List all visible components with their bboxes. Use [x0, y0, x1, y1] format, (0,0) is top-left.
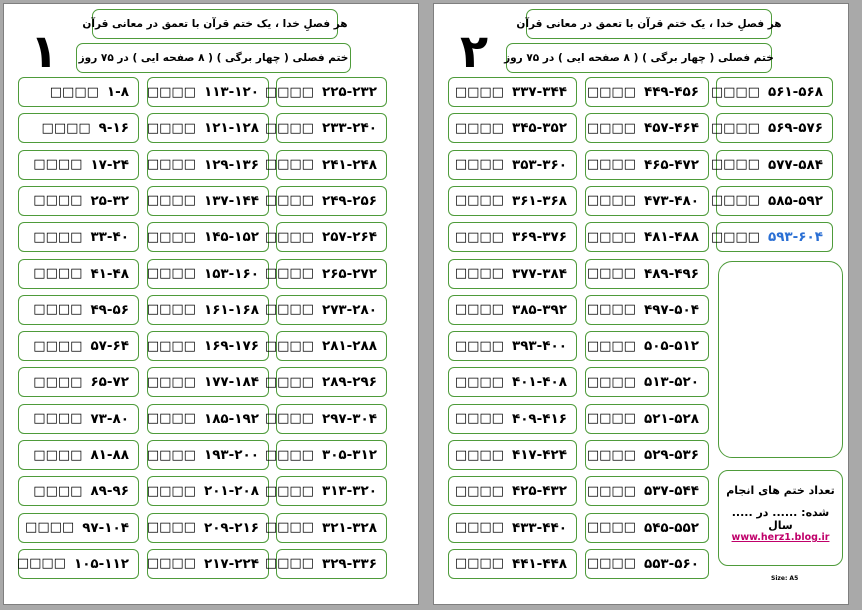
checkbox-squares[interactable]: □□□□ [264, 447, 314, 463]
range-label: ۶۵-۷۲ [90, 374, 129, 391]
range-label: ۱۳۷-۱۴۴ [203, 192, 259, 209]
range-label: ۷۳-۸۰ [90, 410, 129, 427]
checkbox-squares[interactable]: □□□□ [33, 157, 83, 173]
checkbox-squares[interactable]: □□□□ [41, 120, 91, 136]
checkbox-squares[interactable]: □□□□ [454, 556, 504, 572]
checkbox-squares[interactable]: □□□□ [454, 483, 504, 499]
range-label: ۳۱۳-۳۲۰ [321, 483, 377, 500]
checkbox-squares[interactable]: □□□□ [586, 520, 636, 536]
checkbox-squares[interactable]: □□□□ [146, 374, 196, 390]
range-entry[interactable] [264, 295, 387, 325]
range-label: ۲۱۷-۲۲۴ [203, 555, 259, 572]
range-label: ۳۸۵-۳۹۲ [511, 301, 567, 318]
checkbox-squares[interactable]: □□□□ [264, 374, 314, 390]
range-entry[interactable] [710, 150, 833, 180]
checkbox-squares[interactable]: □□□□ [146, 266, 196, 281]
range-entry[interactable] [264, 150, 387, 180]
range-entry[interactable] [147, 186, 269, 216]
range-label: ۱۹۳-۲۰۰ [203, 447, 259, 463]
checkbox-squares[interactable]: □□□□ [586, 120, 636, 136]
checkbox-squares[interactable]: □□□□ [33, 302, 83, 318]
range-label: ۴۰۱-۴۰۸ [511, 374, 567, 391]
checkbox-squares[interactable]: □□□□ [454, 157, 504, 173]
range-label: ۱۴۵-۱۵۲ [203, 229, 259, 246]
range-label: ۵۴۵-۵۵۲ [643, 519, 699, 536]
checkbox-squares[interactable]: □□□□ [146, 447, 196, 463]
range-entry[interactable] [448, 259, 577, 289]
range-entry[interactable] [710, 186, 833, 216]
checkbox-squares[interactable]: □□□□ [454, 447, 504, 463]
range-entry[interactable] [585, 150, 709, 180]
checkbox-squares[interactable]: □□□□ [264, 84, 314, 100]
range-entry[interactable] [147, 404, 269, 434]
range-entry[interactable] [448, 476, 577, 506]
range-entry[interactable] [264, 259, 387, 289]
range-entry[interactable] [18, 222, 139, 252]
checkbox-squares[interactable]: □□□□ [454, 229, 504, 245]
range-entry[interactable] [264, 222, 387, 252]
checkbox-squares[interactable]: □□□□ [146, 556, 196, 572]
range-label: ۱۱۳-۱۲۰ [203, 84, 259, 100]
range-label: ۱۰۵-۱۱۲ [73, 555, 129, 572]
range-entry[interactable] [18, 367, 139, 397]
notes-box [718, 261, 843, 458]
checkbox-squares[interactable]: □□□□ [264, 266, 314, 281]
checkbox-squares[interactable]: □□□□ [586, 84, 636, 100]
checkbox-squares[interactable]: □□□□ [33, 193, 83, 209]
range-label: ۳۹۳-۴۰۰ [511, 338, 567, 355]
range-label: ۵۰۵-۵۱۲ [643, 338, 699, 355]
checkbox-squares[interactable]: □□□□ [710, 229, 760, 245]
checkbox-squares[interactable]: □□□□ [454, 266, 504, 281]
checkbox-squares[interactable]: □□□□ [264, 411, 314, 427]
range-label: ۴۸۱-۴۸۸ [643, 229, 699, 246]
checkbox-squares[interactable]: □□□□ [454, 84, 504, 100]
range-label: ۵۹۳-۶۰۴ [767, 229, 823, 246]
range-entry[interactable] [18, 259, 139, 289]
checkbox-squares[interactable]: □□□□ [264, 520, 314, 536]
range-entry[interactable] [710, 77, 833, 107]
range-label: ۱۵۳-۱۶۰ [203, 265, 259, 282]
page-1 [3, 3, 419, 605]
range-label: ۲۶۵-۲۷۲ [321, 265, 377, 282]
range-label: ۳۷۷-۳۸۴ [511, 265, 567, 282]
range-entry[interactable] [18, 331, 139, 361]
range-entry[interactable] [585, 259, 709, 289]
range-label: ۱۲۹-۱۳۶ [203, 156, 259, 173]
range-entry[interactable] [147, 476, 269, 506]
range-label: ۳۵۳-۳۶۰ [511, 156, 567, 173]
header-subtitle: ختم فصلی ( چهار برگی ) ( ۸ صفحه ایی ) در ۷۵ روز [76, 43, 351, 73]
checkbox-squares[interactable]: □□□□ [25, 520, 75, 536]
range-label: ۸۹-۹۶ [90, 483, 129, 500]
range-entry[interactable] [585, 549, 709, 579]
range-label: ۴۱-۴۸ [90, 265, 129, 282]
range-label: ۲۸۹-۲۹۶ [321, 374, 377, 391]
range-entry[interactable] [147, 259, 269, 289]
range-entry[interactable] [147, 222, 269, 252]
checkbox-squares[interactable]: □□□□ [33, 447, 83, 463]
checkbox-squares[interactable]: □□□□ [146, 302, 196, 318]
range-label: ۵۱۳-۵۲۰ [643, 374, 699, 391]
range-label: ۲۲۵-۲۳۲ [321, 84, 377, 100]
range-entry[interactable] [448, 549, 577, 579]
range-entry[interactable] [585, 222, 709, 252]
range-entry[interactable] [147, 77, 269, 107]
checkbox-squares[interactable]: □□□□ [586, 483, 636, 499]
range-label: ۳۳۷-۳۴۴ [511, 84, 567, 100]
range-entry[interactable] [448, 295, 577, 325]
checkbox-squares[interactable]: □□□□ [586, 266, 636, 281]
checkbox-squares[interactable]: □□□□ [264, 193, 314, 209]
range-label: ۴۴۹-۴۵۶ [643, 84, 699, 100]
range-entry[interactable] [585, 295, 709, 325]
page-number: ۲ [460, 24, 489, 78]
range-label: ۴۳۳-۴۴۰ [511, 519, 567, 536]
range-entry[interactable] [18, 476, 139, 506]
range-entry[interactable] [147, 513, 269, 543]
range-entry[interactable] [264, 404, 387, 434]
range-label: ۵۲۹-۵۳۶ [643, 447, 699, 463]
range-label: ۱۷-۲۴ [90, 156, 129, 173]
range-label: ۳۶۹-۳۷۶ [511, 229, 567, 246]
range-label: ۲۹۷-۳۰۴ [321, 410, 377, 427]
range-label: ۴۲۵-۴۳۲ [511, 483, 567, 500]
size-label: Size: A5 [771, 575, 799, 582]
range-entry[interactable] [18, 440, 139, 470]
range-entry[interactable] [147, 367, 269, 397]
checkbox-squares[interactable]: □□□□ [264, 338, 314, 354]
range-label: ۳۳-۴۰ [90, 229, 129, 246]
range-label: ۴۰۹-۴۱۶ [511, 410, 567, 427]
range-label: ۱-۸ [106, 84, 129, 100]
range-entry[interactable] [585, 513, 709, 543]
range-entry[interactable] [448, 440, 577, 470]
checkbox-squares[interactable]: □□□□ [586, 302, 636, 318]
completion-counter [718, 470, 843, 566]
range-entry[interactable] [147, 549, 269, 579]
checkbox-squares[interactable]: □□□□ [264, 157, 314, 173]
checkbox-squares[interactable]: □□□□ [454, 374, 504, 390]
range-entry[interactable] [585, 367, 709, 397]
checkbox-squares[interactable]: □□□□ [710, 193, 760, 209]
range-entry[interactable] [448, 404, 577, 434]
range-entry[interactable] [448, 367, 577, 397]
range-label: ۱۷۷-۱۸۴ [203, 374, 259, 391]
range-entry[interactable] [264, 113, 387, 143]
range-entry[interactable] [18, 77, 139, 107]
range-label: ۲۴۱-۲۴۸ [321, 156, 377, 173]
range-entry[interactable] [585, 440, 709, 470]
range-entry[interactable] [264, 331, 387, 361]
range-label: ۲۰۱-۲۰۸ [203, 483, 259, 500]
range-entry[interactable] [585, 113, 709, 143]
checkbox-squares[interactable]: □□□□ [264, 483, 314, 499]
range-entry[interactable] [448, 186, 577, 216]
checkbox-squares[interactable]: □□□□ [264, 229, 314, 245]
range-entry[interactable] [18, 186, 139, 216]
range-label: ۱۸۵-۱۹۲ [203, 410, 259, 427]
range-label: ۴۷۳-۴۸۰ [643, 192, 699, 209]
range-label: ۵۷-۶۴ [90, 338, 129, 355]
checkbox-squares[interactable]: □□□□ [33, 411, 83, 427]
range-label: ۴۴۱-۴۴۸ [511, 555, 567, 572]
checkbox-squares[interactable]: □□□□ [146, 120, 196, 136]
page-2 [433, 3, 849, 605]
checkbox-squares[interactable]: □□□□ [146, 520, 196, 536]
range-entry[interactable] [264, 513, 387, 543]
checkbox-squares[interactable]: □□□□ [146, 157, 196, 173]
header-title: هر فصلِ خدا ، یک ختم قرآن با تعمق در معانی قرآن [526, 9, 772, 39]
range-entry[interactable] [448, 77, 577, 107]
range-label: ۵۲۱-۵۲۸ [643, 410, 699, 427]
checkbox-squares[interactable]: □□□□ [33, 229, 83, 245]
checkbox-squares[interactable]: □□□□ [146, 229, 196, 245]
range-label: ۲۴۹-۲۵۶ [321, 192, 377, 209]
range-entry[interactable] [585, 331, 709, 361]
checkbox-squares[interactable]: □□□□ [710, 84, 760, 100]
range-entry[interactable] [18, 513, 139, 543]
range-entry[interactable] [448, 113, 577, 143]
range-label: ۹-۱۶ [98, 120, 129, 137]
checkbox-squares[interactable]: □□□□ [710, 120, 760, 136]
range-label: ۵۳۷-۵۴۴ [643, 483, 699, 500]
checkbox-squares[interactable]: □□□□ [586, 374, 636, 390]
checkbox-squares[interactable]: □□□□ [586, 556, 636, 572]
checkbox-squares[interactable]: □□□□ [586, 193, 636, 209]
checkbox-squares[interactable]: □□□□ [264, 302, 314, 318]
checkbox-squares[interactable]: □□□□ [586, 157, 636, 173]
checkbox-squares[interactable]: □□□□ [586, 411, 636, 427]
checkbox-squares[interactable]: □□□□ [33, 374, 83, 390]
checkbox-squares[interactable]: □□□□ [146, 483, 196, 499]
range-entry[interactable] [18, 549, 139, 579]
checkbox-squares[interactable]: □□□□ [16, 556, 66, 572]
checkbox-squares[interactable]: □□□□ [454, 411, 504, 427]
range-label: ۵۸۵-۵۹۲ [767, 192, 823, 209]
range-label: ۲۳۳-۲۴۰ [321, 120, 377, 137]
range-label: ۳۰۵-۳۱۲ [321, 447, 377, 463]
checkbox-squares[interactable]: □□□□ [454, 193, 504, 209]
checkbox-squares[interactable]: □□□□ [49, 84, 99, 100]
range-entry[interactable] [448, 513, 577, 543]
checkbox-squares[interactable]: □□□□ [710, 157, 760, 173]
range-entry[interactable] [147, 295, 269, 325]
range-label: ۴۹۷-۵۰۴ [643, 301, 699, 318]
blog-link[interactable]: www.herz1.blog.ir [731, 532, 830, 543]
range-label: ۲۸۱-۲۸۸ [321, 338, 377, 355]
checkbox-squares[interactable]: □□□□ [454, 302, 504, 318]
checkbox-squares[interactable]: □□□□ [33, 483, 83, 499]
checkbox-squares[interactable]: □□□□ [146, 193, 196, 209]
range-entry[interactable] [18, 295, 139, 325]
range-label: ۹۷-۱۰۴ [82, 519, 129, 536]
range-entry[interactable] [264, 367, 387, 397]
range-entry[interactable] [585, 404, 709, 434]
checkbox-squares[interactable]: □□□□ [146, 338, 196, 354]
range-label: ۴۹-۵۶ [90, 301, 129, 318]
range-label: ۱۶۱-۱۶۸ [203, 301, 259, 318]
checkbox-squares[interactable]: □□□□ [586, 338, 636, 354]
range-entry[interactable] [448, 222, 577, 252]
checkbox-squares[interactable]: □□□□ [454, 120, 504, 136]
checkbox-squares[interactable]: □□□□ [586, 447, 636, 463]
checkbox-squares[interactable]: □□□□ [33, 266, 83, 281]
checkbox-squares[interactable]: □□□□ [454, 520, 504, 536]
checkbox-squares[interactable]: □□□□ [264, 556, 314, 572]
range-label: ۵۶۹-۵۷۶ [767, 120, 823, 137]
range-entry[interactable] [18, 404, 139, 434]
range-entry[interactable] [264, 186, 387, 216]
checkbox-squares[interactable]: □□□□ [454, 338, 504, 354]
range-entry[interactable] [264, 549, 387, 579]
range-label: ۴۵۷-۴۶۴ [643, 120, 699, 137]
range-entry[interactable] [585, 77, 709, 107]
range-entry[interactable] [448, 150, 577, 180]
range-label: ۴۸۹-۴۹۶ [643, 265, 699, 282]
range-label: ۴۶۵-۴۷۲ [643, 156, 699, 173]
page-number: ۱ [30, 24, 59, 78]
checkbox-squares[interactable]: □□□□ [33, 338, 83, 354]
range-entry[interactable] [585, 186, 709, 216]
range-entry[interactable] [18, 150, 139, 180]
range-label: ۵۵۳-۵۶۰ [643, 555, 699, 572]
range-label: ۳۲۹-۳۳۶ [321, 555, 377, 572]
range-entry[interactable] [585, 476, 709, 506]
range-label: ۱۶۹-۱۷۶ [203, 338, 259, 355]
range-entry[interactable] [710, 113, 833, 143]
range-entry[interactable] [448, 331, 577, 361]
range-entry[interactable] [264, 440, 387, 470]
range-label: ۳۴۵-۳۵۲ [511, 120, 567, 137]
range-entry[interactable] [147, 440, 269, 470]
range-entry[interactable] [264, 476, 387, 506]
range-entry[interactable] [710, 222, 833, 252]
range-label: ۳۲۱-۳۲۸ [321, 519, 377, 536]
range-entry[interactable] [147, 113, 269, 143]
range-entry[interactable] [147, 150, 269, 180]
range-label: ۲۰۹-۲۱۶ [203, 519, 259, 536]
range-label: ۵۶۱-۵۶۸ [767, 84, 823, 100]
counter-title: تعداد ختم های انجام [726, 484, 835, 497]
header-subtitle: ختم فصلی ( چهار برگی ) ( ۸ صفحه ایی ) در ۷۵ روز [506, 43, 772, 73]
range-label: ۲۷۳-۲۸۰ [321, 301, 377, 318]
checkbox-squares[interactable]: □□□□ [146, 84, 196, 100]
range-entry[interactable] [18, 113, 139, 143]
range-label: ۱۲۱-۱۲۸ [203, 120, 259, 137]
checkbox-squares[interactable]: □□□□ [264, 120, 314, 136]
range-label: ۳۶۱-۳۶۸ [511, 192, 567, 209]
checkbox-squares[interactable]: □□□□ [586, 229, 636, 245]
range-label: ۸۱-۸۸ [90, 447, 129, 463]
range-entry[interactable] [264, 77, 387, 107]
checkbox-squares[interactable]: □□□□ [146, 411, 196, 427]
header-title: هر فصلِ خدا ، یک ختم قرآن با تعمق در معانی قرآن [92, 9, 338, 39]
range-label: ۲۵۷-۲۶۴ [321, 229, 377, 246]
range-label: ۵۷۷-۵۸۴ [767, 156, 823, 173]
range-label: ۲۵-۳۲ [90, 192, 129, 209]
range-entry[interactable] [147, 331, 269, 361]
range-label: ۴۱۷-۴۲۴ [511, 447, 567, 463]
counter-line: شده: ...... در ..... سال [731, 506, 830, 532]
